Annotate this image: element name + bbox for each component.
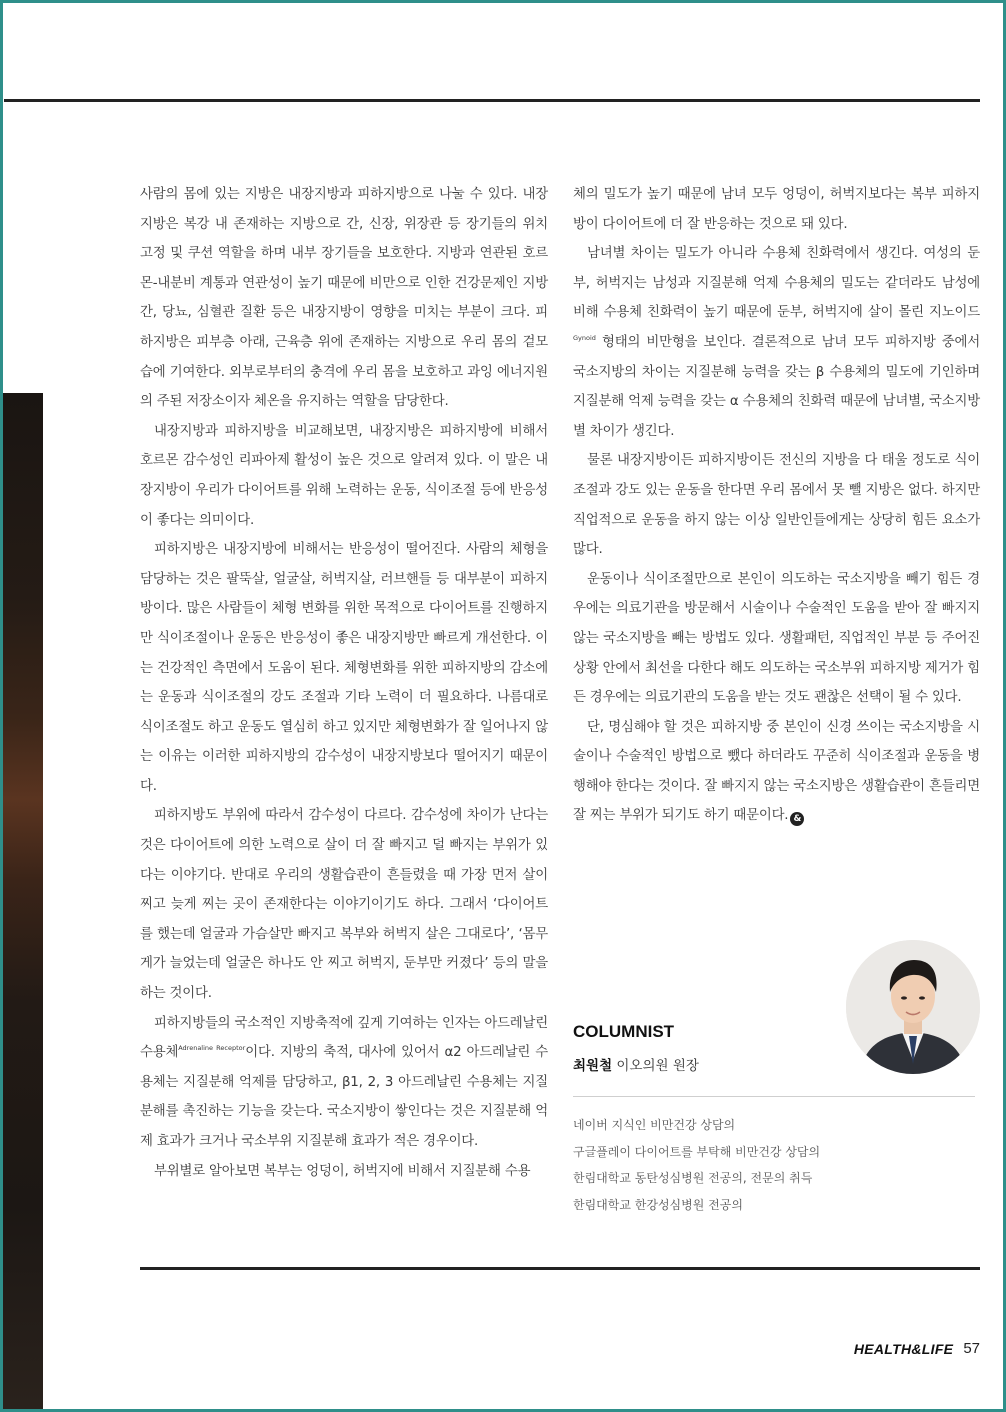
paragraph: 사람의 몸에 있는 지방은 내장지방과 피하지방으로 나눌 수 있다. 내장지방은 복강 내 존재하는 지방으로 간, 신장, 위장관 등 장기들의 위치 고정 및 쿠션 역할을 하며 내부 장기들을 보호한다. 지방과 연관된 호르몬-내분비 계통과 연관성이 높기 때문에 비만으로 인한 건강문제인 지방간, 당뇨, 심혈관 질환 등은 내장지방이 영향을 미치는 부분이 크다. 피하지방은 피부층 아래, 근육층 위에 존재하는 지방으로 우리 몸의 겉모습에 기여한다. 외부로부터의 충격에 우리 몸을 보호하고 과잉 에너지원의 주된 저장소이자 체온을 유지하는 역할을 담당한다. xyxy=(140,187,548,410)
paragraph-text: 이다. 지방의 축적, 대사에 있어서 α2 아드레날린 수용체는 지질분해 억제를 담당하고, β1, 2, 3 아드레날린 수용체는 지질분해를 촉진하는 기능을 갖는다. 국소지방이 쌓인다는 것은 지질분해 억제 효과가 크거나 국소부위 지질분해 효과가 적은 경우이다. xyxy=(140,1045,548,1149)
bio-item: 구글플레이 다이어트를 부탁해 비만건강 상담의 xyxy=(573,1144,821,1159)
paragraph xyxy=(140,1009,548,1157)
paragraph-text: 남녀별 차이는 밀도가 아니라 수용체 친화력에서 생긴다. 여성의 둔부, 허벅지는 남성과 지질분해 억제 수용체의 밀도는 같더라도 남성에 비해 수용체 친화력이 높기 때문에 둔부, 허벅지에 살이 몰린 지노이드 xyxy=(573,246,980,321)
background-photo-strip xyxy=(3,393,43,1409)
paragraph: 부위별로 알아보면 복부는 엉덩이, 허벅지에 비해서 지질분해 수용 xyxy=(154,1163,531,1179)
paragraph-text: 피하지방들의 국소적인 지방축적에 깊게 기여하는 인자는 아드레날린 수용체 xyxy=(140,1015,548,1061)
page-number: 57 xyxy=(963,1340,980,1357)
paragraph: 피하지방도 부위에 따라서 감수성이 다르다. 감수성에 차이가 난다는 것은 다이어트에 의한 노력으로 살이 더 잘 빠지고 덜 빠지는 부위가 있다는 이야기다. 반대로 우리의 생활습관이 흔들렸을 때 가장 먼저 살이 찌고 늦게 찌는 곳이 존재한다는 이야기이기도 하다. 그래서 ‘다이어트를 했는데 얼굴과 가슴살만 빠지고 복부와 허벅지 살은 그대로다’, ‘몸무게가 늘었는데 얼굴은 하나도 안 찌고 허벅지, 둔부만 커졌다’ 등의 말을 하는 것이다. xyxy=(140,808,548,1002)
paragraph: 내장지방과 피하지방을 비교해보면, 내장지방은 피하지방에 비해서 호르몬 감수성인 리파아제 활성이 높은 것으로 알려져 있다. 이 말은 내장지방이 우리가 다이어트를 위해 노력하는 운동, 식이조절 등에 반응성이 좋다는 의미이다. xyxy=(140,423,548,528)
bio-item: 네이버 지식인 비만건강 상담의 xyxy=(573,1118,736,1132)
bio-item: 한림대학교 동탄성심병원 전공의, 전문의 취득 xyxy=(573,1171,813,1185)
bio-item: 한림대학교 한강성심병원 전공의 xyxy=(573,1197,743,1212)
bio-divider xyxy=(573,1096,975,1097)
bottom-divider xyxy=(140,1267,980,1270)
article-end-icon: & xyxy=(790,812,804,826)
superscript-term: Adrenaline Receptor xyxy=(178,1044,246,1053)
paragraph xyxy=(573,713,980,831)
portrait-illustration xyxy=(846,940,980,1074)
page-footer xyxy=(854,1340,980,1357)
paragraph-text: 형태의 비만형을 보인다. 결론적으로 남녀 모두 피하지방 중에서 국소지방의 차이는 지질분해 능력을 갖는 β 수용체의 밀도에 기인하며 지질분해 억제 능력을 갖는 α 수용체의 친화력 때문에 남녀별, 국소지방별 차이가 생긴다. xyxy=(573,334,980,439)
paragraph: 피하지방은 내장지방에 비해서는 반응성이 떨어진다. 사람의 체형을 담당하는 것은 팔뚝살, 얼굴살, 허벅지살, 러브핸들 등 대부분이 피하지방이다. 많은 사람들이 체형 변화를 위한 목적으로 다이어트를 진행하지만 식이조절이나 운동은 반응성이 좋은 내장지방만 빠르게 개선한다. 이는 건강적인 측면에서 도움이 된다. 체형변화를 위한 피하지방의 감소에는 운동과 식이조절의 강도 조절과 기타 노력이 더 필요하다. 나름대로 식이조절도 하고 운동도 열심히 하고 있지만 체형변화가 잘 일어나지 않는 이유는 이러한 피하지방의 감수성이 내장지방보다 떨어지기 때문이다. xyxy=(140,542,548,794)
columnist-portrait xyxy=(846,940,980,1074)
columnist-label: COLUMNIST xyxy=(573,1022,675,1041)
columnist-name-line xyxy=(573,1054,699,1074)
paragraph-text: 단, 명심해야 할 것은 피하지방 중 본인이 신경 쓰이는 국소지방을 시술이나 수술적인 방법으로 뺐다 하더라도 꾸준히 식이조절과 운동을 병행해야 한다는 것이다. 잘 빠지지 않는 국소지방은 생활습관이 흔들리면 잘 찌는 부위가 되기도 하기 때문이다. xyxy=(573,719,980,824)
paragraph: 운동이나 식이조절만으로 본인이 의도하는 국소지방을 빼기 힘든 경우에는 의료기관을 방문해서 시술이나 수술적인 도움을 받아 잘 빠지지 않는 국소지방을 빼는 방법도 있다. 생활패턴, 직업적인 부분 등 주어진 상황 안에서 최선을 다한다 해도 의도하는 국소부위 피하지방 제거가 힘든 경우에는 의료기관의 도움을 받는 것도 괜찮은 선택이 될 수 있다. xyxy=(573,571,980,706)
magazine-logo: HEALTH&LIFE xyxy=(853,1340,954,1357)
article-left-column xyxy=(140,180,548,1186)
columnist-bio xyxy=(573,1112,820,1218)
article-right-column xyxy=(573,180,980,831)
columnist-title: 이오의원 원장 xyxy=(612,1058,699,1074)
paragraph: 물론 내장지방이든 피하지방이든 전신의 지방을 다 태울 정도로 식이조절과 강도 있는 운동을 한다면 우리 몸에서 못 뺄 지방은 없다. 하지만 직업적으로 운동을 하지 않는 이상 일반인들에게는 상당히 힘든 요소가 많다. xyxy=(573,453,980,558)
top-divider xyxy=(4,99,980,102)
superscript-term: Gynoid xyxy=(573,333,596,342)
paragraph: 체의 밀도가 높기 때문에 남녀 모두 엉덩이, 허벅지보다는 복부 피하지방이 다이어트에 더 잘 반응하는 것으로 돼 있다. xyxy=(573,187,980,232)
paragraph xyxy=(573,239,980,446)
columnist-name: 최원철 xyxy=(573,1058,613,1074)
